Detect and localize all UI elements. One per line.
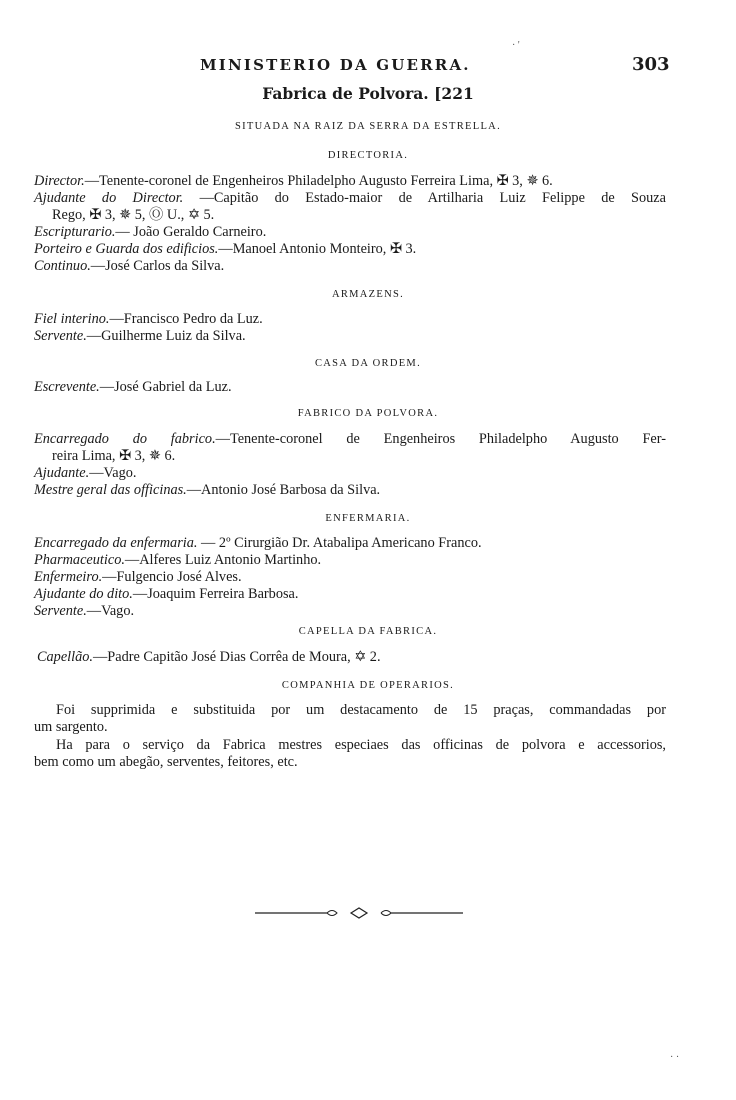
entry-mestre-geral [34,482,666,499]
paragraph-line: um sargento. [34,719,108,735]
role-label: Encarregado do fabrico. [34,431,216,447]
role-label: Ajudante do dito. [34,586,133,602]
entry-text: —Manoel Antonio Monteiro, ✠ 3. [218,241,417,257]
entry-continuo [34,258,666,275]
entry-servente-enfermaria [34,603,666,620]
role-label: Capellão. [37,649,93,665]
entry-escrevente [34,379,666,396]
entry-pharmaceutico [34,552,666,569]
section-title-casa-ordem: CASA DA ORDEM. [314,358,421,369]
subtitle: Fabrica de Polvora. [221 [262,84,474,103]
print-speck: · · [670,1052,680,1063]
entry-text: —Alferes Luiz Antonio Martinho. [124,552,322,568]
entry-fiel [34,311,666,328]
entry-director [34,173,666,190]
entry-text: —Joaquim Ferreira Barbosa. [132,586,299,602]
section-title-armazens: ARMAZENS. [331,289,405,300]
location-line: SITUADA NA RAIZ DA SERRA DA ESTRELLA. [235,121,501,132]
entry-continuation: reira Lima, ✠ 3, ✵ 6. [52,448,176,464]
entry-text: —Tenente-coronel de Engenheiros Philadelpho Augusto Fer- [215,431,667,447]
section-title-enfermaria: ENFERMARIA. [325,513,411,524]
role-label: Servente. [34,328,87,344]
entry-text: —Padre Capitão José Dias Corrêa de Moura, ✡ 2. [93,649,381,665]
page-header [0,56,736,80]
print-speck: · ' [512,40,520,51]
role-label: Ajudante. [34,465,90,481]
entry-text: —Vago. [89,465,137,481]
section-title-directoria: DIRECTORIA. [327,150,409,161]
page-number: 303 [632,54,670,75]
entry-continuation: Rego, ✠ 3, ✵ 5, Ⓞ U., ✡ 5. [52,207,215,223]
section-title-capella: CAPELLA DA FABRICA. [298,626,438,637]
role-label: Encarregado da enfermaria. [34,535,198,551]
entry-text: —José Carlos da Silva. [90,258,225,274]
role-label: Director. [34,173,85,189]
entry-text: —Fulgencio José Alves. [102,569,242,585]
role-label: Porteiro e Guarda dos edificios. [34,241,219,257]
entry-ajudante-director [34,190,666,207]
paragraph-line: bem como um abegão, serventes, feitores, etc. [34,754,298,770]
role-label: Servente. [34,603,87,619]
entry-text: — João Geraldo Carneiro. [115,224,267,240]
entry-text: —Francisco Pedro da Luz. [109,311,263,327]
entry-text: —Tenente-coronel de Engenheiros Philadelpho Augusto Ferreira Lima, ✠ 3, ✵ 6. [84,173,553,189]
running-title: MINISTERIO DA GUERRA. [200,56,471,74]
role-label: Fiel interino. [34,311,110,327]
entry-encarregado-fabrico [34,431,666,448]
entry-ajudante-dito [34,586,666,603]
entry-text: —José Gabriel da Luz. [99,379,232,395]
role-label: Escrevente. [34,379,100,395]
entry-text: —Antonio José Barbosa da Silva. [186,482,381,498]
role-label: Ajudante do Director. [34,190,184,206]
entry-ajudante [34,465,666,482]
entry-encarregado-enfermaria [34,535,666,552]
entry-servente [34,328,666,345]
paragraph-line: Ha para o serviço da Fabrica mestres especiaes das officinas de polvora e accessorios, [56,737,666,753]
role-label: Continuo. [34,258,91,274]
entry-text: —Capitão do Estado-maior de Artilharia Luiz Felippe de Souza [199,190,666,206]
entry-text: — 2º Cirurgião Dr. Atabalipa Americano Franco. [201,535,482,551]
section-title-companhia: COMPANHIA DE OPERARIOS. [281,680,455,691]
role-label: Mestre geral das officinas. [34,482,187,498]
paragraph-line: Foi supprimida e substituida por um destacamento de 15 praças, commandadas por [56,702,666,718]
entry-porteiro [34,241,666,258]
role-label: Enfermeiro. [34,569,103,585]
entry-text: —Vago. [86,603,135,619]
entry-enfermeiro [34,569,666,586]
role-label: Pharmaceutico. [34,552,125,568]
entry-escripturario [34,224,666,241]
role-label: Escripturario. [34,224,116,240]
ornament-rule-icon [255,906,463,920]
entry-capellao [37,649,666,666]
section-title-fabrico: FABRICO DA POLVORA. [297,408,439,419]
entry-text: —Guilherme Luiz da Silva. [86,328,246,344]
closing-ornament [255,906,463,920]
